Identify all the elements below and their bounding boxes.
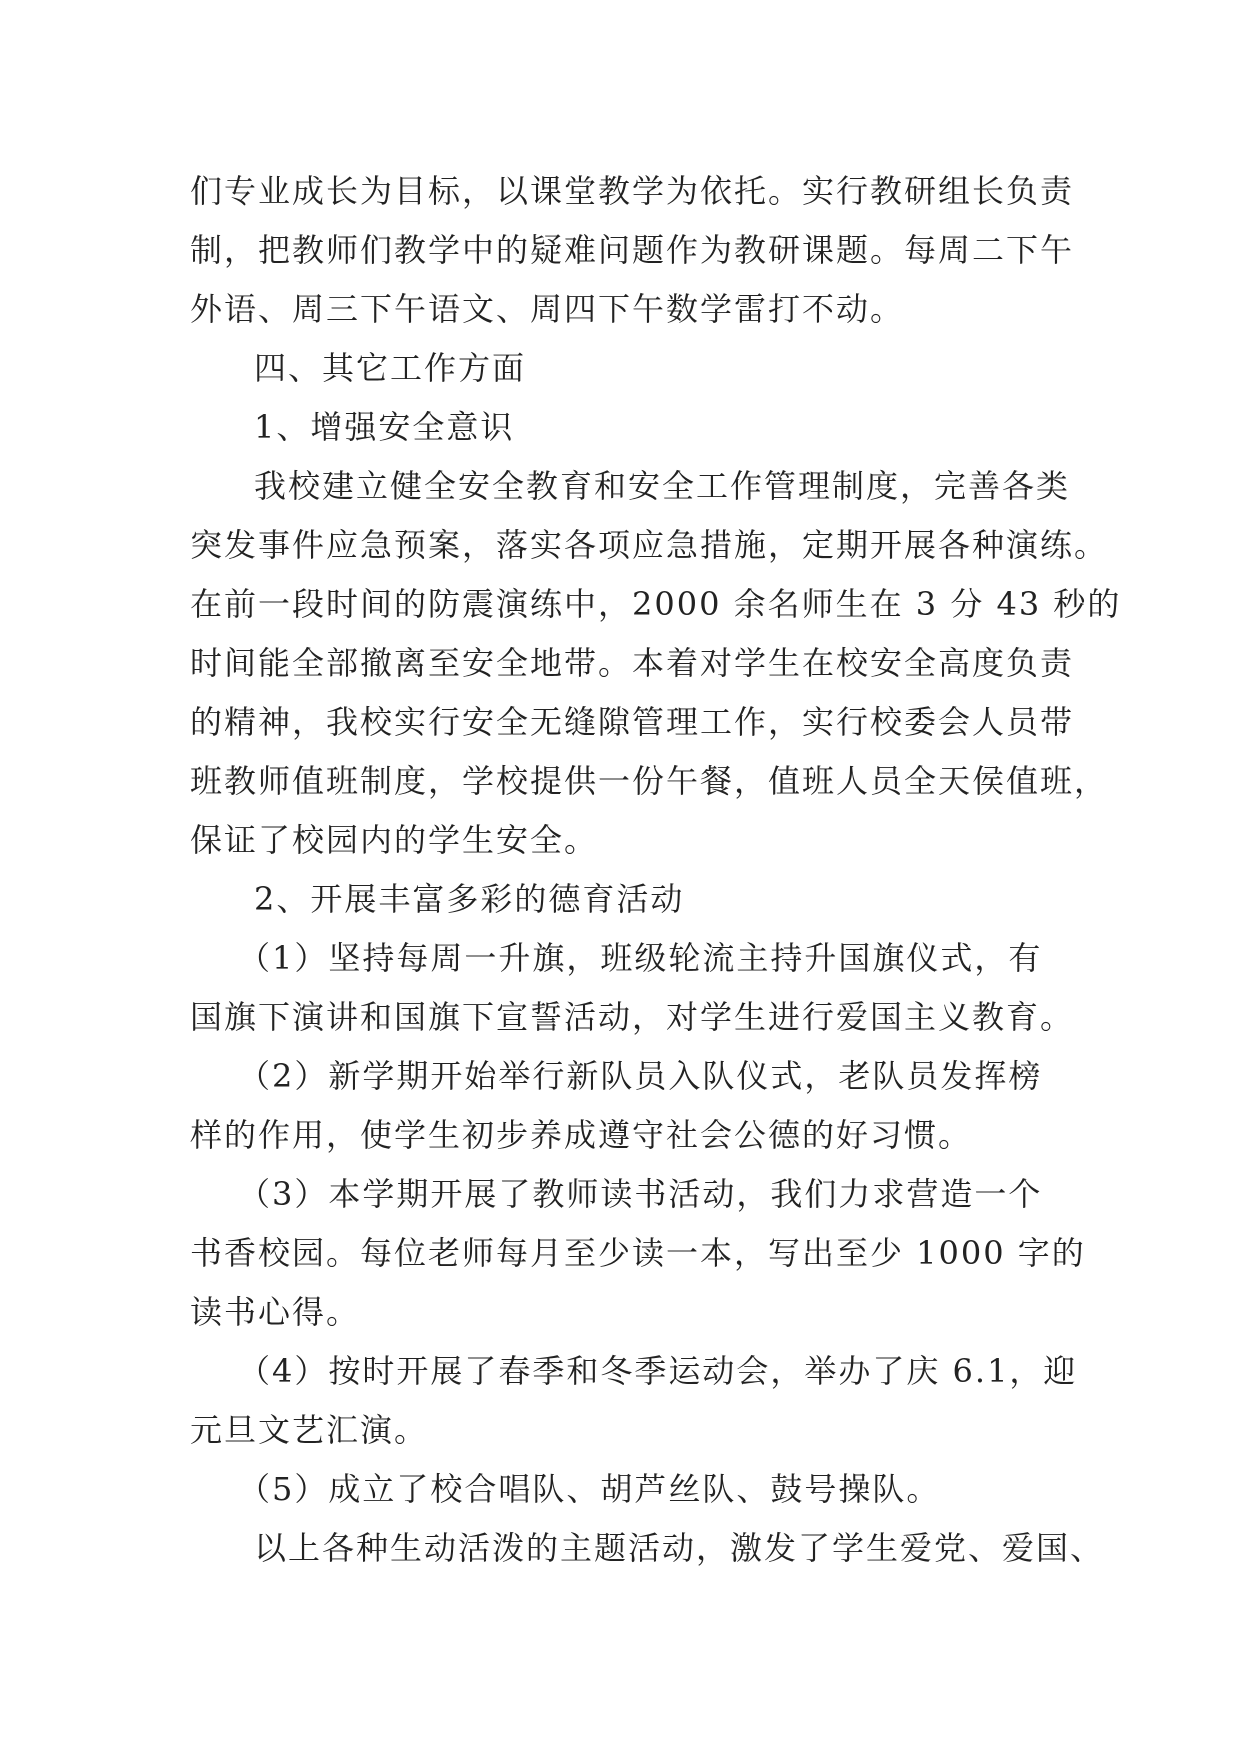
text-line: 外语、周三下午语文、周四下午数学雷打不动。	[190, 290, 905, 328]
list-item: （5）成立了校合唱队、胡芦丝队、鼓号操队。	[238, 1470, 941, 1508]
text-line: 读书心得。	[190, 1293, 361, 1331]
text-line: 保证了校园内的学生安全。	[190, 821, 599, 859]
text-line: 国旗下演讲和国旗下宣誓活动，对学生进行爱国主义教育。	[190, 998, 1075, 1036]
text-line: 突发事件应急预案，落实各项应急措施，定期开展各种演练。	[190, 526, 1109, 564]
list-item: （2）新学期开始举行新队员入队仪式，老队员发挥榜	[238, 1057, 1043, 1095]
text-line: 样的作用，使学生初步养成遵守社会公德的好习惯。	[190, 1116, 973, 1154]
text-line: 制，把教师们教学中的疑难问题作为教研课题。每周二下午	[190, 231, 1075, 269]
text-line: 的精神，我校实行安全无缝隙管理工作，实行校委会人员带	[190, 703, 1075, 741]
text-line: 班教师值班制度，学校提供一份午餐，值班人员全天侯值班，	[190, 762, 1109, 800]
text-line: 我校建立健全安全教育和安全工作管理制度，完善各类	[254, 467, 1071, 505]
list-item: （3）本学期开展了教师读书活动，我们力求营造一个	[238, 1175, 1043, 1213]
subsection-heading: 2、开展丰富多彩的德育活动	[254, 880, 685, 918]
text-line: 时间能全部撤离至安全地带。本着对学生在校安全高度负责	[190, 644, 1075, 682]
text-line: 书香校园。每位老师每月至少读一本，写出至少 1000 字的	[190, 1234, 1086, 1272]
list-item: （1）坚持每周一升旗，班级轮流主持升国旗仪式，有	[238, 939, 1043, 977]
list-item: （4）按时开展了春季和冬季运动会，举办了庆 6.1，迎	[238, 1352, 1078, 1390]
text-line: 们专业成长为目标，以课堂教学为依托。实行教研组长负责	[190, 172, 1075, 210]
text-line: 在前一段时间的防震演练中，2000 余名师生在 3 分 43 秒的	[190, 585, 1122, 623]
text-line: 以上各种生动活泼的主题活动，激发了学生爱党、爱国、	[254, 1529, 1105, 1567]
text-line: 元旦文艺汇演。	[190, 1411, 429, 1449]
subsection-heading: 1、增强安全意识	[254, 408, 515, 446]
section-heading: 四、其它工作方面	[254, 349, 527, 387]
body-text	[190, 162, 1122, 1578]
